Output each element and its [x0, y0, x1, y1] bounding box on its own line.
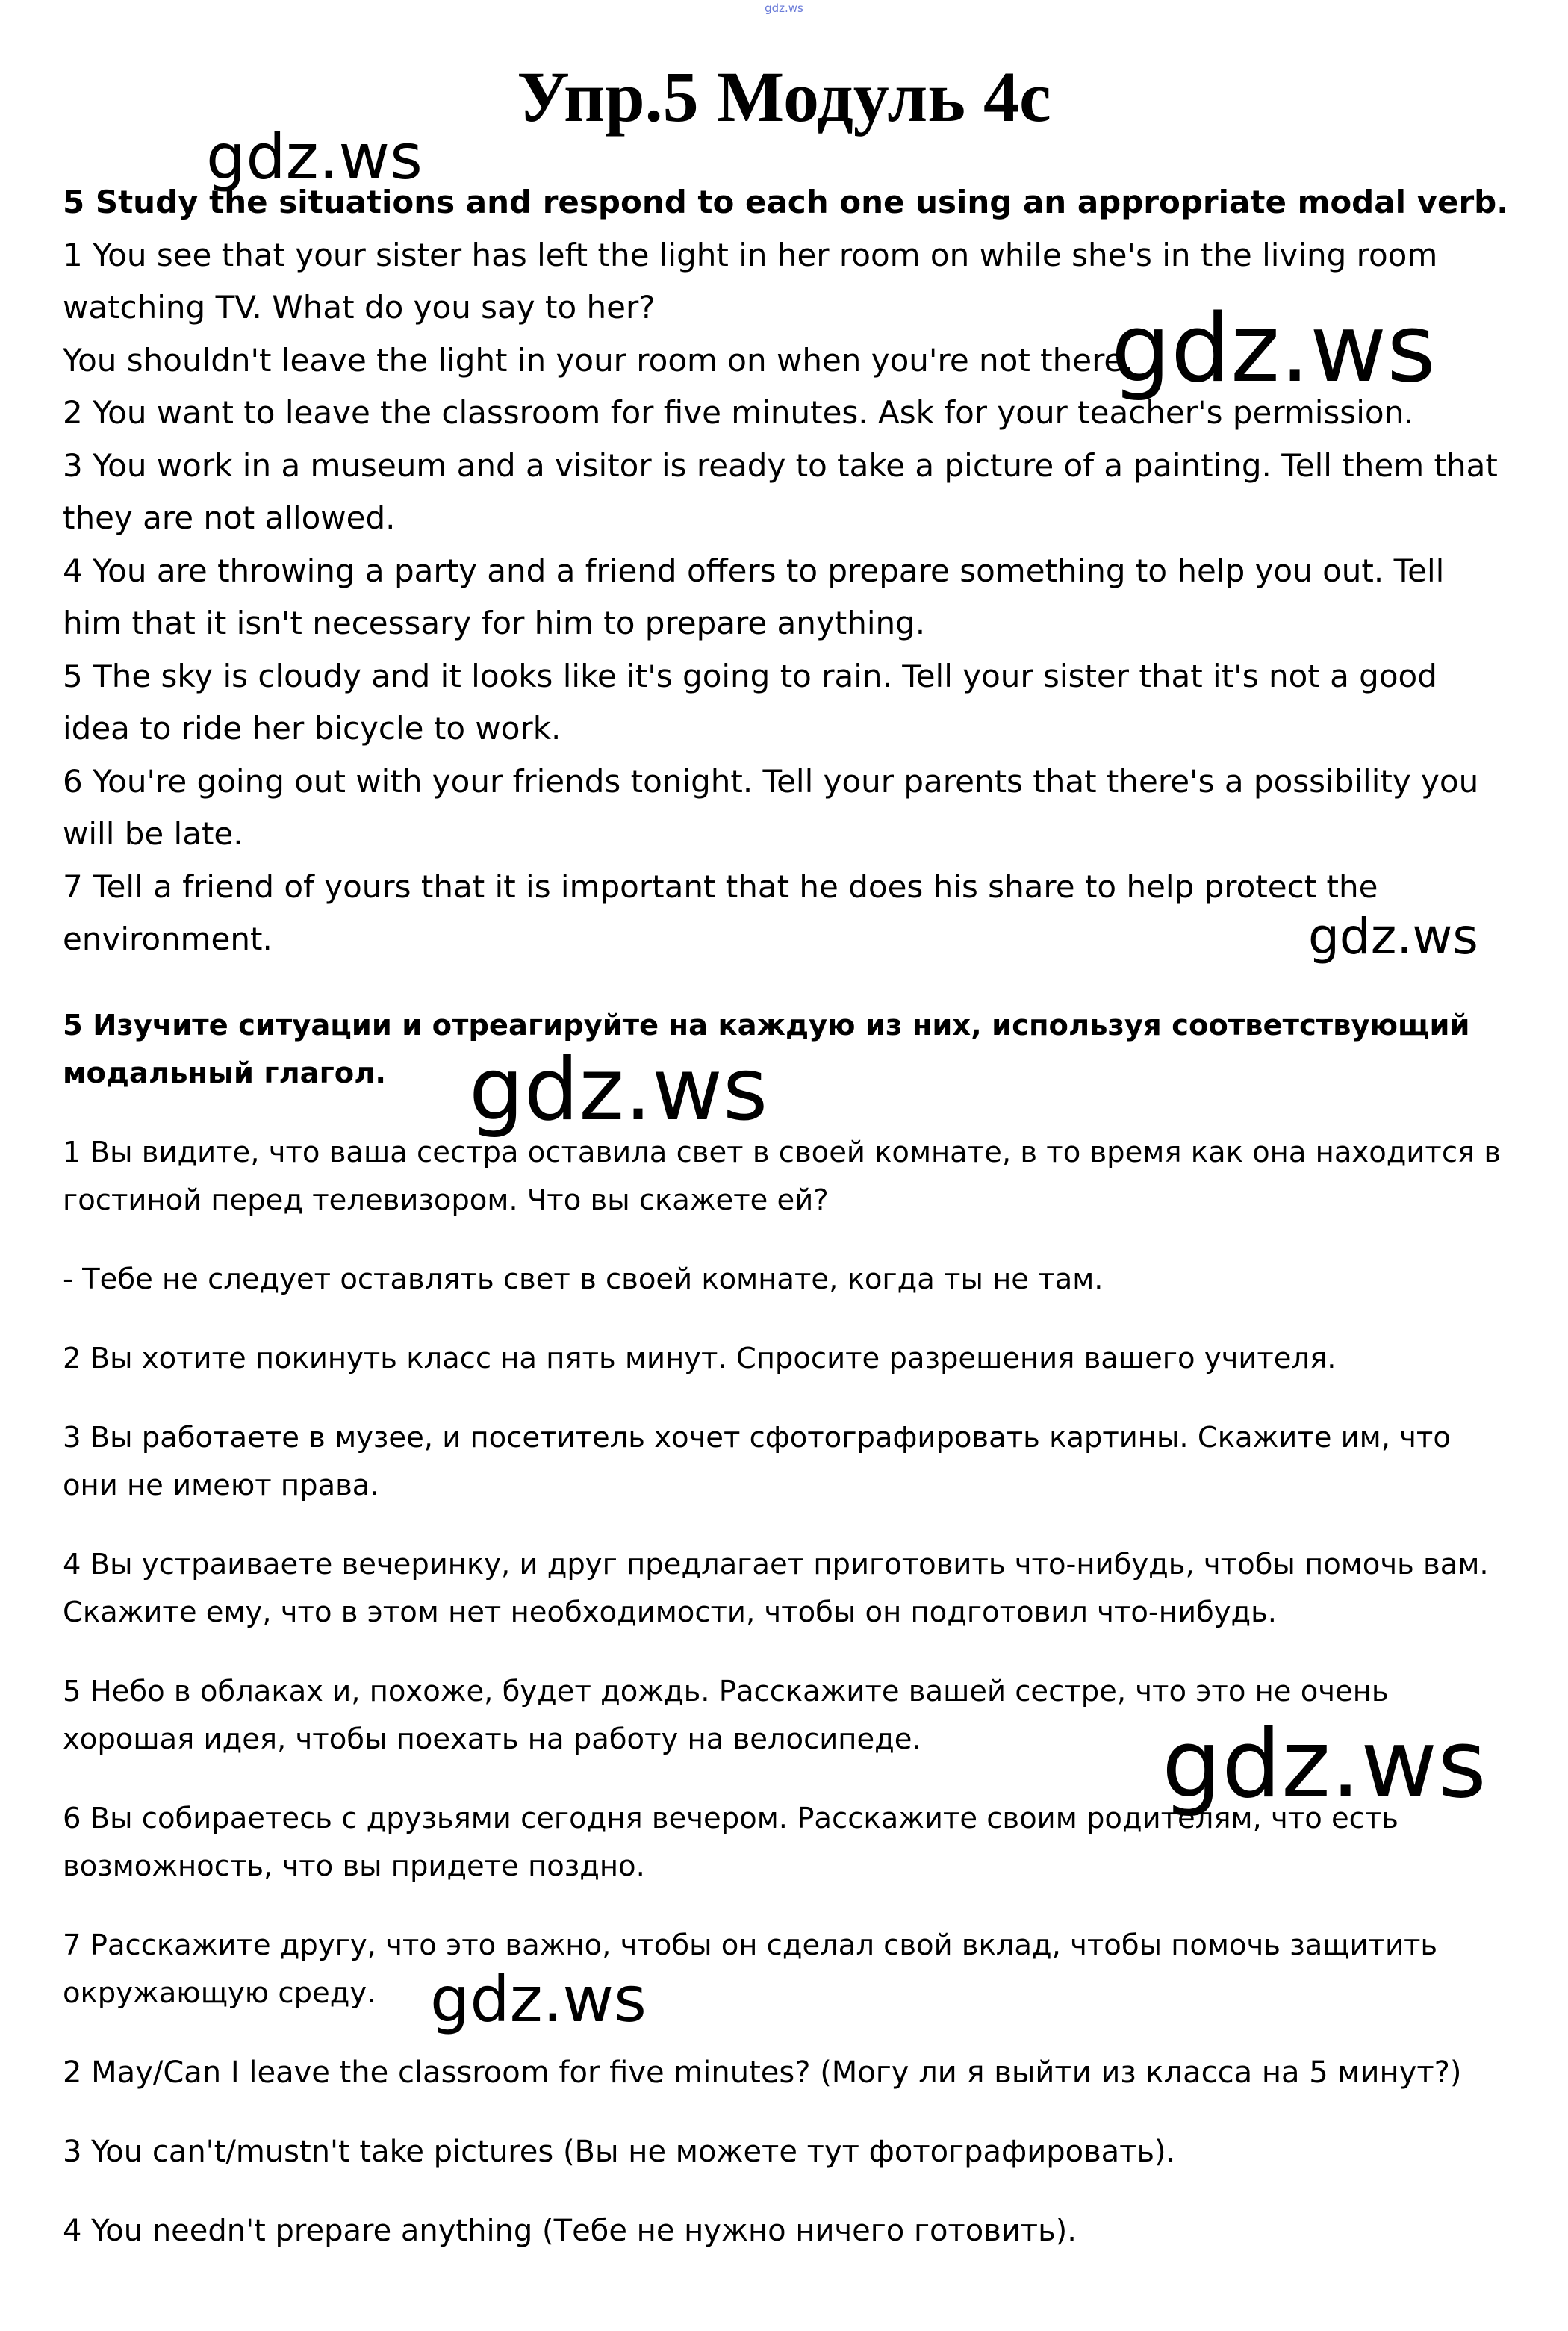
watermark: gdz.ws — [469, 1039, 768, 1140]
russian-paragraph-7: 7 Расскажите другу, что это важно, чтобы он сделал свой вклад, чтобы помочь защитить окружающую среду. — [63, 1929, 1438, 2010]
watermark: gdz.ws — [430, 1963, 647, 2036]
english-paragraph-4: 4 You are throwing a party and a friend offers to prepare something to help you out. Tell him that it isn't necessary for him to prepare anything. — [63, 552, 1445, 641]
russian-paragraph-1-answer: - Тебе не следует оставлять свет в своей комнате, когда ты не там. — [63, 1263, 1104, 1296]
russian-paragraph-1: 1 Вы видите, что ваша сестра оставила свет в своей комнате, в то время как она находится в гостиной перед телевизором. Что вы скажете ей? — [63, 1136, 1502, 1217]
english-heading: 5 Study the situations and respond to each one using an appropriate modal verb. — [63, 184, 1509, 220]
watermark: gdz.ws — [1308, 908, 1478, 965]
top-watermark: gdz.ws — [765, 1, 803, 15]
watermark: gdz.ws — [1162, 1709, 1487, 1819]
english-paragraph-3: 3 You work in a museum and a visitor is ready to take a picture of a painting. Tell them that they are not allowed. — [63, 446, 1498, 536]
russian-paragraph-2: 2 Вы хотите покинуть класс на пять минут. Спросите разрешения вашего учителя. — [63, 1342, 1337, 1375]
english-paragraph-1-answer: You shouldn't leave the light in your room on when you're not there. — [63, 341, 1133, 379]
answer-4: 4 You needn't prepare anything (Тебе не нужно ничего готовить). — [63, 2214, 1077, 2248]
english-paragraph-1: 1 You see that your sister has left the light in her room on while she's in the living room watching TV. What do you say to her? — [63, 236, 1438, 326]
watermark: gdz.ws — [1111, 293, 1436, 403]
english-paragraph-7: 7 Tell a friend of yours that it is important that he does his share to help protect the environment. — [63, 868, 1378, 957]
english-paragraph-5: 5 The sky is cloudy and it looks like it's going to rain. Tell your sister that it's not a good idea to ride her bicycle to work. — [63, 657, 1437, 747]
english-paragraph-2: 2 You want to leave the classroom for five minutes. Ask for your teacher's permission. — [63, 394, 1414, 431]
russian-paragraph-4: 4 Вы устраиваете вечеринку, и друг предлагает приготовить что-нибудь, чтобы помочь вам. Скажите ему, что в этом нет необходимости, чтобы он подготовил что-нибудь. — [63, 1548, 1489, 1629]
russian-paragraph-5: 5 Небо в облаках и, похоже, будет дождь. Расскажите вашей сестре, что это не очень хорошая идея, чтобы поехать на работу на велосипеде. — [63, 1675, 1389, 1756]
watermark: gdz.ws — [206, 120, 423, 193]
russian-paragraph-3: 3 Вы работаете в музее, и посетитель хочет сфотографировать картины. Скажите им, что они не имеют права. — [63, 1421, 1451, 1502]
russian-section — [63, 1002, 1511, 2255]
english-paragraph-6: 6 You're going out with your friends tonight. Tell your parents that there's a possibility you will be late. — [63, 762, 1479, 852]
russian-paragraph-6: 6 Вы собираетесь с друзьями сегодня вечером. Расскажите своим родителям, что есть возможность, что вы придете поздно. — [63, 1802, 1399, 1883]
page-title: Упр.5 Модуль 4c — [517, 57, 1051, 137]
answer-2: 2 May/Can I leave the classroom for five minutes? (Могу ли я выйти из класса на 5 минут?) — [63, 2055, 1462, 2090]
russian-heading: 5 Изучите ситуации и отреагируйте на каждую из них, используя соответствующий модальный глагол. — [63, 1009, 1470, 1090]
answer-3: 3 You can't/mustn't take pictures (Вы не можете тут фотографировать). — [63, 2135, 1176, 2169]
